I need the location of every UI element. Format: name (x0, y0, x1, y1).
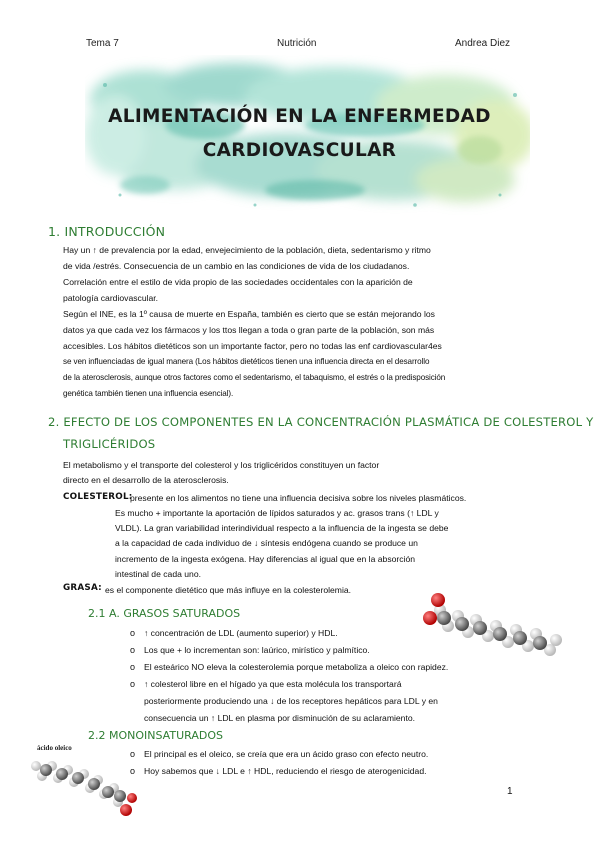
bullet-icon: o (130, 628, 136, 638)
saturated-fatty-acid-molecule-image (418, 588, 568, 668)
intro-paragraph-1 (63, 242, 431, 306)
intro-paragraph-2 (63, 306, 445, 402)
text-line: El metabolismo y el transporte del colesterol y los triglicéridos constituyen un factor (63, 460, 380, 470)
bullet-text: ↑ colesterol libre en el hígado ya que esta molécula los transportará (144, 679, 402, 689)
list-item-continuation: consecuencia un ↑ LDL en plasma por disminución de su aclaramiento. (144, 713, 416, 723)
bullet-icon: o (130, 679, 136, 689)
text-line: patología cardiovascular. (63, 293, 159, 303)
section-heading-efecto-line1: 2. EFECTO DE LOS COMPONENTES EN LA CONCENTRACIÓN PLASMÁTICA DE COLESTEROL Y (48, 415, 594, 429)
monoinsaturados-bullet-list (130, 746, 429, 780)
text-line: incremento de la ingesta exógena. Hay diferencias al igual que en la absorción (115, 553, 416, 564)
text-line: datos ya que cada vez los fármacos y los ttos llegan a toda o gran parte de la población, son más (63, 325, 435, 335)
watercolor-banner-image (85, 55, 530, 215)
header-author: Andrea Diez (455, 38, 511, 49)
page-number: 1 (507, 786, 513, 797)
grasa-label: GRASA: (63, 583, 102, 593)
header-subject: Nutrición (277, 38, 317, 49)
bullet-icon: o (130, 662, 136, 672)
text-line: Correlación entre el estilo de vida propio de las sociedades occidentales con la aparición de (63, 277, 413, 287)
bullet-icon: o (130, 749, 136, 759)
page-title-line2: CARDIOVASCULAR (202, 140, 397, 161)
list-item (130, 763, 427, 780)
list-item-continuation: posteriormente produciendo una ↓ de los receptores hepáticos para LDL y en (144, 696, 438, 706)
text-line: Es mucho + importante la aportación de lípidos saturados y ac. grasos trans (↑ LDL y (115, 508, 439, 518)
saturados-bullet-list (130, 625, 449, 727)
text-line: accesibles. Los hábitos dietéticos son un importante factor, pero no todas las enf cardiovascular4es (63, 341, 442, 351)
page-title-line1: ALIMENTACIÓN EN LA ENFERMEDAD (108, 106, 491, 127)
bullet-icon: o (130, 766, 136, 776)
text-line: Según el INE, es la 1º causa de muerte en España, también es cierto que se están mejorando los (63, 309, 435, 319)
list-item (130, 625, 438, 642)
list-item (130, 642, 438, 659)
colesterol-first-line: presente en los alimentos no tiene una influencia decisiva sobre los niveles plasmáticos. (130, 493, 467, 503)
text-line: directo en el desarrollo de la aterosclerosis. (63, 475, 229, 485)
text-line: de la aterosclerosis, aunque otros factores como el sedentarismo, el tabaquismo, el estrés o la predisposición (63, 373, 446, 382)
grasa-text: es el componente dietético que más influye en la colesterolemia. (105, 585, 352, 595)
bullet-text: Los que + lo incrementan son: laúrico, mirístico y palmítico. (144, 645, 370, 655)
text-line: se ven influenciadas de igual manera (Los hábitos dietéticos tienen una influencia directa en el desarrollo (63, 357, 430, 366)
bullet-text: El principal es el oleico, se creía que era un ácido graso con efecto neutro. (144, 749, 429, 759)
oleic-acid-molecule-image (28, 752, 140, 822)
text-line: a la capacidad de cada individuo de ↓ síntesis endógena cuando se produce un (115, 538, 418, 549)
text-line: intestinal de cada uno. (115, 568, 202, 579)
bullet-text: El esteárico NO eleva la colesterolemia porque metaboliza a oleico con rapidez. (144, 662, 449, 672)
text-line: Hay un ↑ de prevalencia por la edad, envejecimiento de la población, dieta, sedentarismo y ritmo (63, 245, 431, 255)
subsection-heading-saturados: 2.1 A. GRASOS SATURADOS (88, 607, 241, 620)
colesterol-paragraph (115, 506, 448, 582)
list-item (130, 659, 449, 676)
oleic-acid-image-label: ácido oleico (37, 744, 72, 752)
bullet-text: Hoy sabemos que ↓ LDL e ↑ HDL, reduciendo el riesgo de aterogenicidad. (144, 766, 427, 776)
list-item (130, 676, 438, 693)
subsection-heading-monoinsaturados: 2.2 MONOINSATURADOS (88, 729, 223, 742)
text-line: de vida /estrés. Consecuencia de un cambio en las condiciones de vida de los ciudadanos. (63, 261, 410, 271)
section-heading-efecto-line2: TRIGLICÉRIDOS (63, 437, 156, 451)
header-topic: Tema 7 (86, 38, 119, 49)
text-line: VLDL). La gran variabilidad interindividual respecto a la influencia de la ingesta se debe (115, 523, 449, 534)
section2-intro (63, 458, 379, 488)
colesterol-label: COLESTEROL: (63, 492, 133, 502)
bullet-text: ↑ concentración de LDL (aumento superior) y HDL. (144, 628, 338, 638)
text-line: genética también tienen una influencia esencial). (63, 389, 234, 398)
bullet-icon: o (130, 645, 136, 655)
section-heading-introduccion: 1. INTRODUCCIÓN (48, 224, 166, 239)
list-item (130, 746, 429, 763)
